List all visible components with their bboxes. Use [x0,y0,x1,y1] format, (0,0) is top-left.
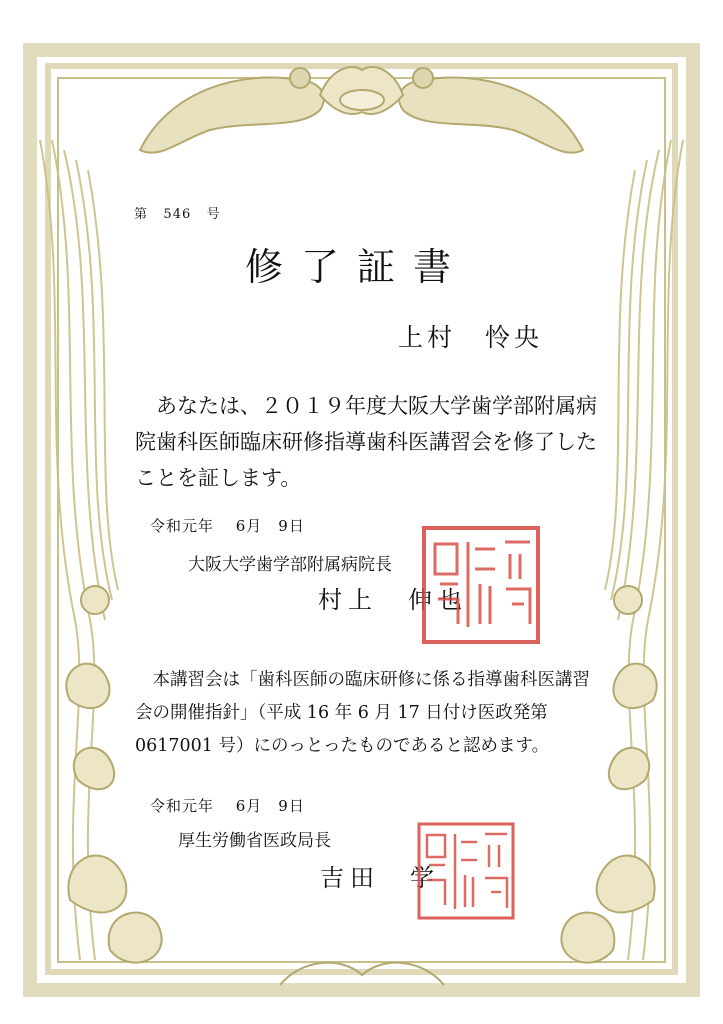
certificate-number [134,203,221,222]
number-prefix: 第 [134,207,149,222]
issuer-name-2: 吉田 学 [320,864,440,892]
number-value: 546 [163,207,192,222]
issuer-title-1: 大阪大学歯学部附属病院長 [188,555,392,575]
issue-date-1: 令和元年 6月 9日 [150,517,305,535]
certificate-title: 修了証書 [245,245,470,289]
issue-date-2: 令和元年 6月 9日 [150,797,305,815]
number-suffix: 号 [206,207,221,222]
recipient-name: 上村 怜央 [398,323,544,352]
issuer-name-1: 村上 伸也 [318,586,468,614]
issuer-title-2: 厚生労働省医政局長 [178,831,331,851]
guideline-statement: 本講習会は「歯科医師の臨床研修に係る指導歯科医講習会の開催指針」（平成 16 年 6 月 17 日付け医政発第 0617001 号）にのっとったものであると認めます。 [135,670,590,756]
hospital-director-seal [420,524,542,646]
certificate-statement: あなたは、２０１９年度大阪大学歯学部附属病院歯科医師臨床研修指導歯科医講習会を修了したことを証します。 [135,394,597,490]
ministry-bureau-seal [415,820,517,922]
